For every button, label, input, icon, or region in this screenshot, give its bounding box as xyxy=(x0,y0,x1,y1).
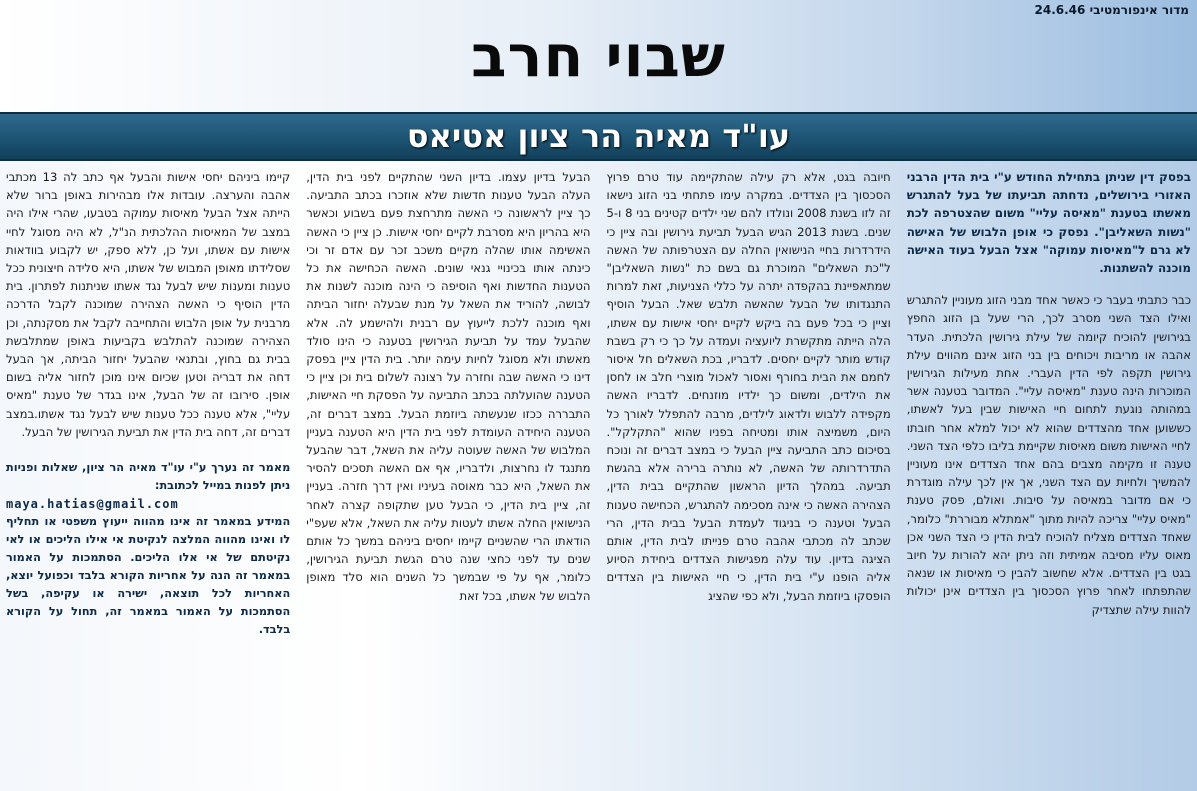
credit-text: מאמר זה נערך ע"י עו"ד מאיה הר ציון, שאלות ופניות ניתן לפנות במייל לכתובת: xyxy=(6,461,291,493)
article-paragraph: קיימו ביניהם יחסי אישות והבעל אף כתב לה 13 מכתבי אהבה והערצה. עובדות אלו מבהירות באופן ברור שלא הייתה אצל הבעל מאיסות עמוקה בטבעו, שהרי אילו היה במצב של המאיסות ההלכתית הנ"ל, לא היה מסוגל לחיי אישות עם אשתו, ועל כן, ללא ספק, יש לקבוע בוודאות שסלידתו מאופן המבוש של אשתו, היא סלידה חיצונית ככל טענות ומענות שיש לבעל נגד אשתו שניתנות לפתרון. בית הדין הוסיף כי האשה הצהירה שמוכנה לקבל הדרכה מרבנית על אופן הלבוש והתחייבה לקבל את מסקנתה, וכן הצהירה שמוכנה להתלבש בקביעות באופן שמתלבשת בבית גם בחוץ, ובתנאי שהבעל יחזור הביתה, אך הבעל דחה את דבריה וטען שכיום אינו מוכן לחזור אליה בשום אופן. סירובו זה של הבעל, אינו בגדר של טענת "מאיס עליי", אלא טענה ככל טענות שיש לבעל נגד אשתו.במצב דברים זה, דחה בית הדין את תביעת הגירושין של הבעל. xyxy=(6,170,291,439)
disclaimer-text: המידע במאמר זה אינו מהווה ייעוץ משפטי או תחליף לו ואינו מהווה המלצה לנקיטת אי אילו הליכים או לאי נקיטתם של אי אלו הליכים. הסתמכות על האמור במאמר זה הנה על אחריות הקורא בלבד וכפועל יוצא, האחריות לכל תוצאה, ישירה או עקיפה, בשל הסתמכות על האמור במאמר זה, תחול על הקורא בלבד. xyxy=(6,515,291,637)
article-paragraph: כבר כתבתי בעבר כי כאשר אחד מבני הזוג מעוניין להתגרש ואילו הצד השני מסרב לכך, הרי שעל בן הזוג החפץ בגירושין להוכיח קיומה של עילת גירושין הלכתית. העדר אהבה או מריבות ויכוחים בין בני הזוג אינם מהווים עילת גירושין תקפה לפי הדין העברי. אחת מעילות הגירושין המוכרות הינה טענת "מאיסה עליי". המדובר בטענה אשר במהותה נוגעת לתחום חיי האישות שבין בעל לאשתו, כששוען אחד מהצדדים שהוא לא יכול למלא אחר חובתו לחיי האישות משום מאיסות שקיימת בליבו כלפי הצד השני. טענה זו מקימה מצבים בהם אחד הצדדים אינו מעוניין להמשיך ולחיות עם הצד השני, אך אין לכך עילה מוגדרת כי אם מדובר במאיסה על סיבות. ואולם, פסק טענת "מאיס עליי" צריכה להיות מתוך "אמתלא מבוררת" כלומר, שאחד הצדדים מצליח להוכיח לבית הדין כי הצד השני אכן מאוס עליו מסיבה אמיתית וזה ניתן יהא להורות על חיוב בגט בין הצדדים. אלא שחשוב להבין כי מאיסות או שנאה שהתפתחו לאחר פרוץ הסכסוך בין הצדדים אינן יכולות להוות עילה שתצדיק xyxy=(906,293,1191,617)
author-bar xyxy=(0,112,1197,161)
article-column-1 xyxy=(907,168,1191,788)
article-column-4 xyxy=(6,168,290,788)
email-link[interactable]: maya.hatias@gmail.com xyxy=(6,497,179,512)
article-paragraph: הבעל בדיון עצמו. בדיון השני שהתקיים לפני בית הדין, העלה הבעל טענות חדשות שלא אוזכרו בכתב התביעה. כך ציין לראשונה כי האשה מתרחצת פעם בשבוע וכאשר היא בהריון היא מסרבת לקיים יחסי אישות. כן ציין כי האשה האשימה אותו שהלה מקיים משכב זכר עם אדם זר וכי כינתה אותו בכינויי גנאי שונים. האשה הכחישה את כל הטענות החדשות ואף הוסיפה כי הינה מוכנה לשנות את לבושה, להוריד את השאל על מנת שבעלה יחזור הביתה ואף מוכנה ללכת לייעוץ עם רבנית ולהישמע לה. אלא שהבעל עמד על תביעת הגירושין בטענה כי הינו סולד מאשתו ולא מסוגל לחיות עימה יותר. בית הדין ציין בפסק דינו כי האשה שבה וחזרה על רצונה לשלום בית וכן ציין כי הטענה שהועלתה בכתב התביעה על הפסקת חיי האישות, התבררה ככזו שנעשתה ביוזמת הבעל. במצב דברים זה, הטענה היחידה העומדת לפני בית הדין היא הטענה בעניין המלבוש של האשה שעוטה עליה את השאל, דבר שהבעל מתנגד לו נחרצות, ולדבריו, אף אם האשה תסכים להסיר את השאל, היא כבר מאוסה בעיניו ואין דרך חזרה. בעניין זה, ציין בית הדין, כי הבעל טען שתקופה קצרה לאחר הנישואין החלה אשתו לעטות עליה את השאל, אלא שעפ"י הודאתו הרי שהשניים קיימו יחסים ביניהם במשך כל אותם שנים עד לפני כחצי שנה טרם הגשת תביעת הגירושין, כלומר, אף על פי שבמשך כל השנים הוא סלד מאופן הלבוש של אשתו, בכל זאת xyxy=(306,170,591,603)
page-title: שבוי חרב xyxy=(471,22,726,90)
author-name: עו"ד מאיה הר ציון אטיאס xyxy=(406,117,791,155)
section-label: מדור אינפורמטיבי 24.6.46 xyxy=(1034,3,1189,17)
article-lead: בפסק דין שניתן בתחילת החודש ע"י בית הדין הרבני האזורי בירושלים, נדחתה תביעתו של בעל להתגרש מאשתו בטענת "מאיסה עליי" משום שהצטרפה לכת "נשות השאליבן". נפסק כי אופן הלבוש של האישה לא גרם ל"מאיסות עמוקה" אצל הבעל בעוד האישה מוכנה להשתנות. xyxy=(906,170,1191,276)
author-credit xyxy=(6,459,290,639)
article-paragraph: חיובה בגט, אלא רק עילה שהתקיימה עוד טרם פרוץ הסכסוך בין הצדדים. במקרה עימו פתחתי בני הזוג נישאו זה לזו בשנת 2008 ונולדו להם שני ילדים קטינים בני 8 ו-5 שנים. בשנת 2013 הגיש הבעל תביעת גירושין ובה ציין כי הידרדרות בחיי הנישואין החלה עם הצטרפותה של האשה ל"כת השאלים" המוכרת גם בשם כת "נשות השאליבן" שמתאפיינת בהקפדה יתרה על כללי הצניעות, זאת למרות התנגדותו של הבעל שהאשה תלבש שאל. הבעל הוסיף וציין כי בכל פעם בה ביקש לקיים יחסי אישות עם אשתו, הלה הייתה מתקשרת ליועציה ועמדה על כך כי רק בשבת קודש מותר לקיים יחסים. לדבריו, בכת השאלים חל איסור לחמם את הבית בחורף ואסור לאכול מוצרי חלב או לחסן את הילדים, ומשום כך ילדיו מוזנחים. לדבריו האשה מקפידה ללבוש ולדאוג לילדים, מרבה להתפלל לאורך כל היום, משמיצה אותו ומטיחה בפניו שהוא "התקלקל". בסיכום כתב התביעה ציין הבעל כי במצב דברים זה ונוכח התדרדרותה של האשה, לא נותרה ברירה אלא בהגשת תביעה. במהלך הדיון הראשון שהתקיים בבית הדין, הצהירה האשה כי אינה מסכימה להתגרש, הכחישה טענות הבעל וטענה כי בניגוד לעמדת הבעל בבית הדין, הרי שכתב לה מכתבי אהבה טרם פנייתו לבית הדין, אותם הציגה בדיון. עוד עלה מפגישות הצדדים ביחידת הסיוע אליה הופנו ע"י בית הדין, כי חיי האישות בין הצדדים הופסקו ביוזמת הבעל, ולא כפי שהציג xyxy=(606,170,891,603)
article-columns xyxy=(6,168,1191,788)
article-column-3 xyxy=(306,168,590,788)
article-column-2 xyxy=(607,168,891,788)
